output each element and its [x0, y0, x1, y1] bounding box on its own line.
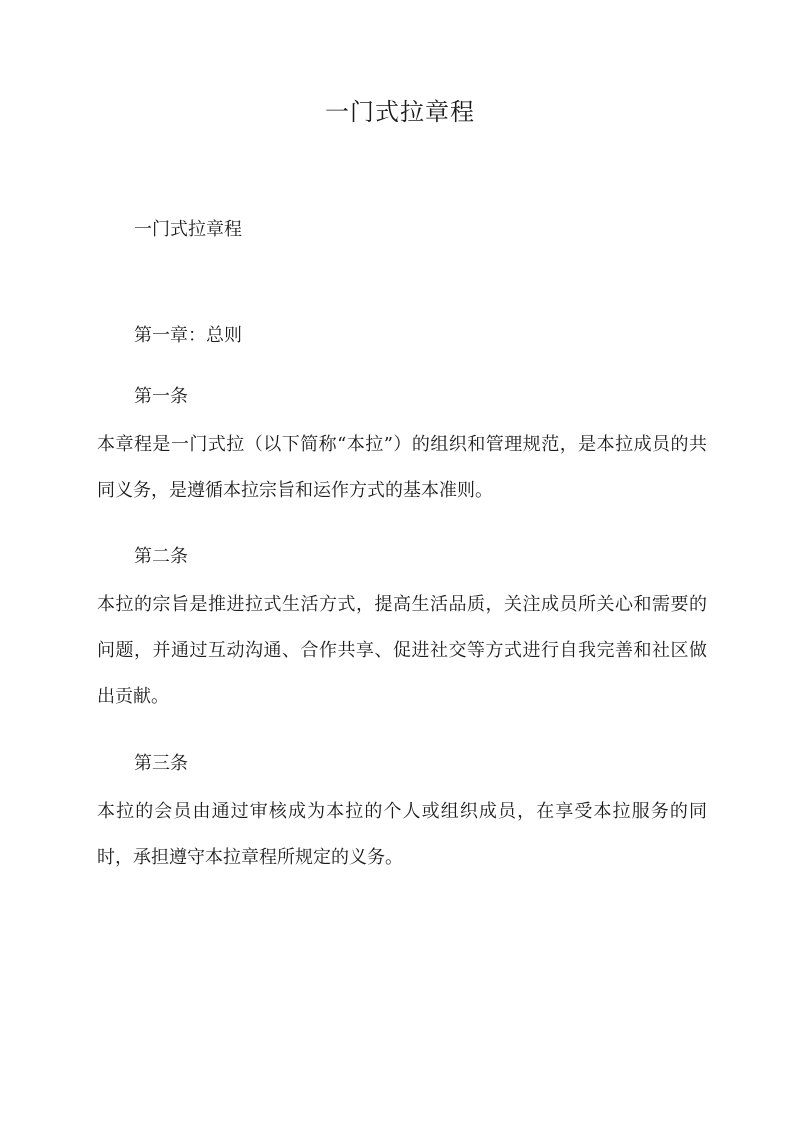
article-1-label: 第一条 [134, 386, 188, 407]
article-3-text: 本拉的会员由通过审核成为本拉的个人或组织成员，在享受本拉服务的同时，承担遵守本拉章程所规定的义务。 [97, 801, 707, 868]
document-subtitle: 一门式拉章程 [134, 219, 242, 240]
article-2-text: 本拉的宗旨是推进拉式生活方式，提高生活品质，关注成员所关心和需要的问题，并通过互动沟通、合作共享、促进社交等方式进行自我完善和社区做出贡献。 [97, 594, 707, 707]
document-title: 一门式拉章程 [325, 98, 475, 126]
chapter-heading: 第一章：总则 [134, 325, 242, 346]
article-3-label: 第三条 [134, 753, 188, 774]
article-2-label: 第二条 [134, 546, 188, 567]
article-1-text: 本章程是一门式拉（以下简称“本拉”）的组织和管理规范，是本拉成员的共同义务，是遵循本拉宗旨和运作方式的基本准则。 [97, 434, 707, 501]
